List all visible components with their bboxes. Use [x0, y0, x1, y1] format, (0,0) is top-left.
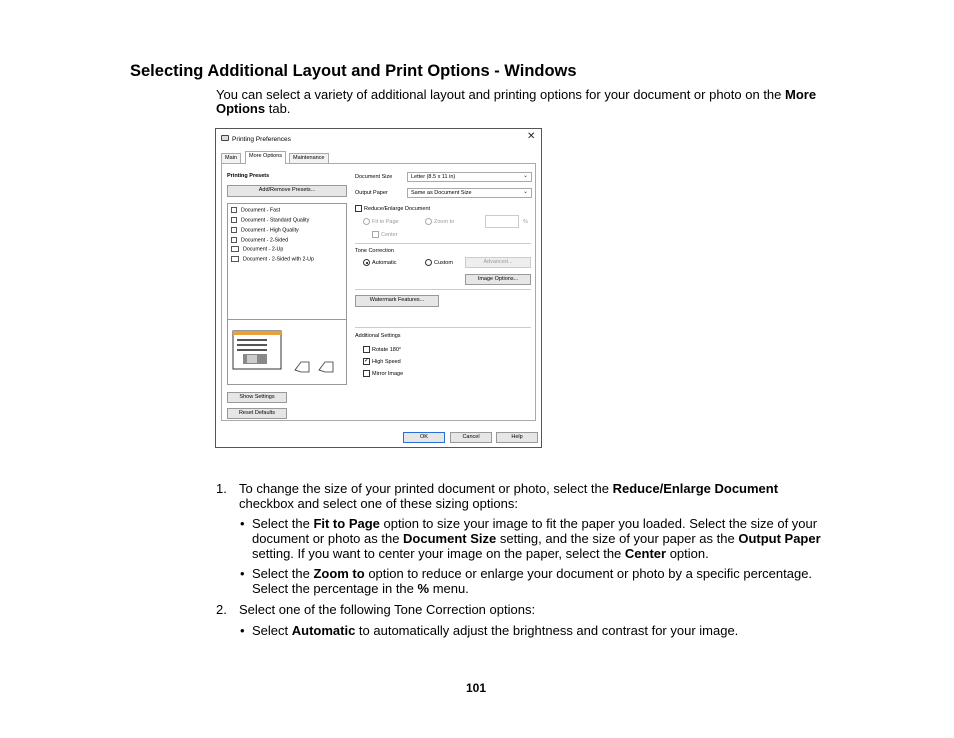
bullet-bold: Document Size	[403, 531, 497, 546]
output-paper-value: Same as Document Size	[411, 190, 472, 196]
preset-label: Document - High Quality	[241, 227, 299, 234]
printing-preferences-dialog	[215, 128, 542, 448]
list-item[interactable]	[231, 217, 309, 223]
output-paper-label: Output Paper	[355, 190, 388, 196]
mirror-image-label: Mirror Image	[372, 371, 404, 377]
step-text: To change the size of your printed document or photo, select the	[239, 481, 613, 496]
additional-settings-label: Additional Settings	[355, 333, 401, 339]
bullet-text: setting. If you want to center your image on the paper, select the	[252, 546, 625, 561]
bullet-text: setting, and the size of your paper as the	[496, 531, 739, 546]
preset-label: Document - Fast	[241, 207, 281, 214]
step-text-end: checkbox and select one of these sizing options:	[239, 496, 518, 511]
zoom-to-label: Zoom to	[434, 219, 455, 225]
two-sided-two-up-icon	[231, 256, 239, 262]
layout-preview	[227, 319, 347, 385]
printer-icon	[221, 135, 229, 141]
reduce-enlarge-label: Reduce/Enlarge Document	[364, 206, 431, 212]
document-icon	[231, 227, 237, 233]
step-number: 1.	[216, 481, 227, 496]
bullet-mark: •	[240, 566, 245, 581]
step-2-text: Select one of the following Tone Correction options:	[239, 602, 536, 617]
rotate-180-label: Rotate 180°	[372, 347, 402, 353]
preset-label: Document - Standard Quality	[241, 217, 310, 224]
step-bold-text: Reduce/Enlarge Document	[612, 481, 779, 496]
list-item[interactable]	[231, 237, 288, 243]
bullet-text: Select the	[252, 516, 314, 531]
bullet-fit-to-page	[252, 516, 837, 561]
intro-paragraph	[216, 88, 828, 116]
ok-button[interactable]: OK	[403, 432, 445, 443]
watermark-features-button[interactable]: Watermark Features...	[355, 295, 439, 307]
document-size-select[interactable]	[407, 172, 532, 182]
bullet-bold: Automatic	[291, 623, 356, 638]
rotate-180-checkbox[interactable]	[363, 346, 370, 353]
center-label: Center	[381, 232, 398, 238]
dialog-title: Printing Preferences	[232, 136, 291, 143]
preset-label: Document - 2-Sided with 2-Up	[243, 256, 314, 263]
automatic-label: Automatic	[372, 260, 397, 266]
output-paper-select[interactable]	[407, 188, 532, 198]
divider	[355, 243, 531, 244]
automatic-radio[interactable]	[363, 259, 370, 266]
high-speed-label: High Speed	[372, 359, 401, 365]
bullet-bold: Fit to Page	[313, 516, 380, 531]
add-remove-presets-button[interactable]: Add/Remove Presets...	[227, 185, 347, 197]
center-checkbox[interactable]	[372, 231, 379, 238]
bullet-text: to automatically adjust the brightness and contrast for your image.	[355, 623, 739, 638]
bullet-automatic	[252, 623, 837, 638]
fit-to-page-label: Fit to Page	[372, 219, 399, 225]
printing-presets-label: Printing Presets	[227, 173, 270, 179]
fit-to-page-radio[interactable]	[363, 218, 370, 225]
document-icon	[231, 217, 237, 223]
list-item[interactable]	[231, 256, 314, 262]
bullet-zoom-to	[252, 566, 837, 596]
chevron-down-icon: ⌄	[522, 173, 528, 179]
document-size-label: Document Size	[355, 174, 393, 180]
list-item[interactable]	[231, 207, 280, 213]
bullet-mark: •	[240, 623, 245, 638]
preset-label: Document - 2-Sided	[241, 237, 289, 244]
intro-text-end: tab.	[265, 101, 291, 116]
bullet-bold: %	[417, 581, 430, 596]
reduce-enlarge-checkbox[interactable]	[355, 205, 362, 212]
tab-main[interactable]: Main	[221, 153, 241, 163]
reset-defaults-button[interactable]: Reset Defaults	[227, 408, 287, 419]
step-1-text	[239, 481, 829, 511]
document-icon	[231, 207, 237, 213]
intro-text: You can select a variety of additional layout and printing options for your document or photo on the	[216, 87, 785, 102]
bullet-text: option to reduce or enlarge your document or photo by a specific percentage. Select the percentage in the	[252, 566, 813, 596]
image-options-button[interactable]: Image Options...	[465, 274, 531, 285]
custom-label: Custom	[434, 260, 453, 266]
zoom-to-radio[interactable]	[425, 218, 432, 225]
two-sided-icon	[231, 237, 237, 243]
bullet-mark: •	[240, 516, 245, 531]
bullet-bold: Center	[624, 546, 667, 561]
page-heading: Selecting Additional Layout and Print Options - Windows	[130, 62, 577, 80]
custom-radio[interactable]	[425, 259, 432, 266]
bullet-text: Select the	[252, 566, 314, 581]
bullet-bold: Output Paper	[738, 531, 821, 546]
chevron-down-icon: ⌄	[522, 189, 528, 195]
high-speed-checkbox[interactable]: ✓	[364, 358, 370, 364]
list-item[interactable]	[231, 227, 299, 233]
list-item[interactable]	[231, 246, 283, 252]
advanced-button[interactable]: Advanced...	[465, 257, 531, 268]
preset-label: Document - 2-Up	[243, 246, 284, 253]
close-icon[interactable]: ✕	[527, 131, 536, 142]
tab-more-options[interactable]: More Options	[245, 151, 286, 164]
percent-label: %	[523, 219, 528, 225]
bullet-text: menu.	[429, 581, 469, 596]
mirror-image-checkbox[interactable]	[363, 370, 370, 377]
bullet-text: option.	[666, 546, 709, 561]
page-number: 101	[466, 681, 487, 695]
intro-bold-text: More Options	[216, 87, 817, 116]
help-button[interactable]: Help	[496, 432, 538, 443]
bullet-text: option to size your image to fit the paper you loaded. Select the size of your document or photo as the	[252, 516, 818, 546]
two-up-icon	[231, 246, 239, 252]
step-number: 2.	[216, 602, 227, 617]
show-settings-button[interactable]: Show Settings	[227, 392, 287, 403]
tab-maintenance[interactable]: Maintenance	[289, 153, 329, 163]
divider	[355, 327, 531, 328]
bullet-bold: Zoom to	[313, 566, 365, 581]
document-size-value: Letter (8.5 x 11 in)	[411, 174, 456, 180]
page-preview-graphic	[227, 320, 347, 386]
cancel-button[interactable]: Cancel	[450, 432, 492, 443]
divider	[355, 289, 531, 290]
tone-correction-label: Tone Correction	[355, 248, 394, 254]
zoom-percent-spinner[interactable]	[485, 215, 519, 228]
bullet-text: Select	[252, 623, 292, 638]
